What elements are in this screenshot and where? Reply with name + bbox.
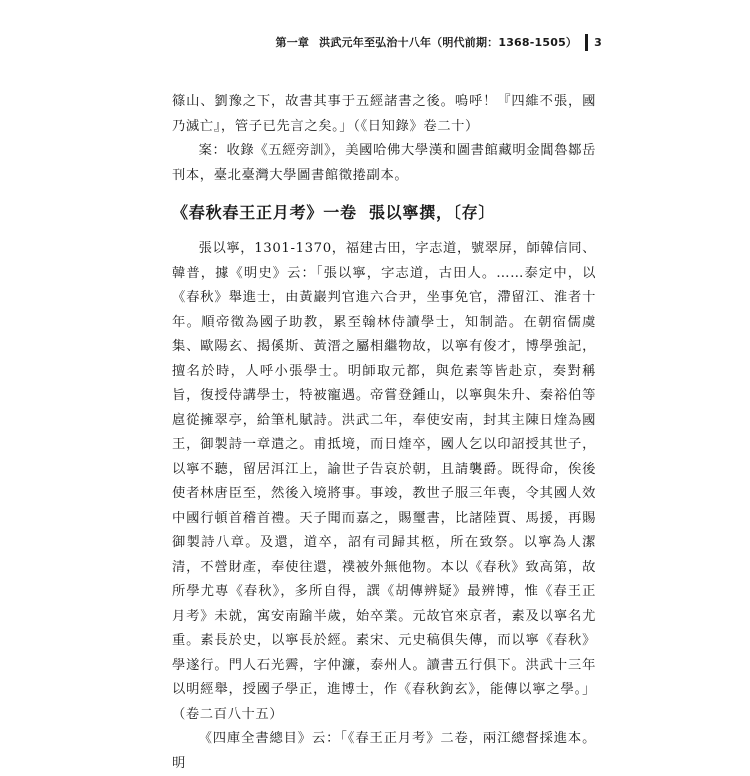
entry-author: 張以寧撰，〔存〕 (368, 203, 496, 222)
text-block-bottom (172, 237, 596, 776)
header-chapter: 第一章 (275, 36, 310, 49)
header-title: 洪武元年至弘治十八年（明代前期：1368-1505） (319, 36, 578, 49)
page-number: 3 (594, 35, 602, 49)
paragraph-siku-quote: 《四庫全書總目》云：「《春王正月考》二卷，兩江總督採進本。明 (172, 731, 596, 771)
paragraph-biography: 張以寧，1301-1370，福建古田，字志道，號翠屏，師韓信同、韓普，據《明史》云：「張以寧，字志道，古田人。……泰定中，以《春秋》舉進士，由黃巖判官進六合尹，坐事免官，滯留江、淮者十年。順帝徵為國子助教，累至翰林侍讀學士，知制誥。在朝宿儒虞集、歐陽玄、揭傒斯、黃溍之屬相繼物故，以寧有俊才，博學強記，擅名於時，人呼小張學士。明師取元都，與危素等皆赴京，奏對稱旨，復授侍講學士，特被寵遇。帝嘗登鍾山，以寧與朱升、秦裕伯等扈從擁翠亭，給筆札賦詩。洪武二年，奉使安南，封其主陳日煃為國王，御製詩一章遣之。甫抵境，而日煃卒，國人乞以印詔授其世子，以寧不聽，留居洱江上，諭世子告哀於朝，且請襲爵。既得命，俟後使者林唐臣至，然後入境將事。事竣，教世子服三年喪，令其國人效中國行頓首稽首禮。天子聞而嘉之，賜璽書，比諸陸賈、馬援，再賜御製詩八章。及還，道卒，詔有司歸其柩，所在致祭。以寧為人潔清，不營財產，奉使往還，襆被外無他物。本以《春秋》致高第，故所學尤專《春秋》，多所自得，譔《胡傳辨疑》最辨博，惟《春王正月考》未就，寓安南踰半歲，始卒業。元故官來京者，素及以寧名尤重。素長於史，以寧長於經。素宋、元史稿俱失傳，而以寧《春秋》學遂行。門人石光霽，字仲濂，泰州人。讀書五行俱下。洪武十三年以明經舉，授國子學正，進博士，作《春秋鉤玄》，能傳以寧之學。」（卷二百八十五） (172, 241, 596, 722)
header-separator (585, 34, 588, 51)
paragraph-note: 案：收錄《五經旁訓》，美國哈佛大學漢和圖書館藏明金閶魯鄒岳刊本，臺北臺灣大學圖書館徵捲副本。 (172, 143, 596, 183)
entry-heading (172, 200, 602, 223)
text-block-top (172, 90, 596, 188)
entry-title: 《春秋春王正月考》一卷 (172, 203, 357, 222)
running-header (276, 32, 602, 52)
paragraph-continuation: 篠山、劉豫之下，故書其事于五經諸書之後。嗚呼！『四維不張，國乃滅亡』，管子已先言之矣。」（《日知錄》卷二十） (172, 94, 596, 134)
